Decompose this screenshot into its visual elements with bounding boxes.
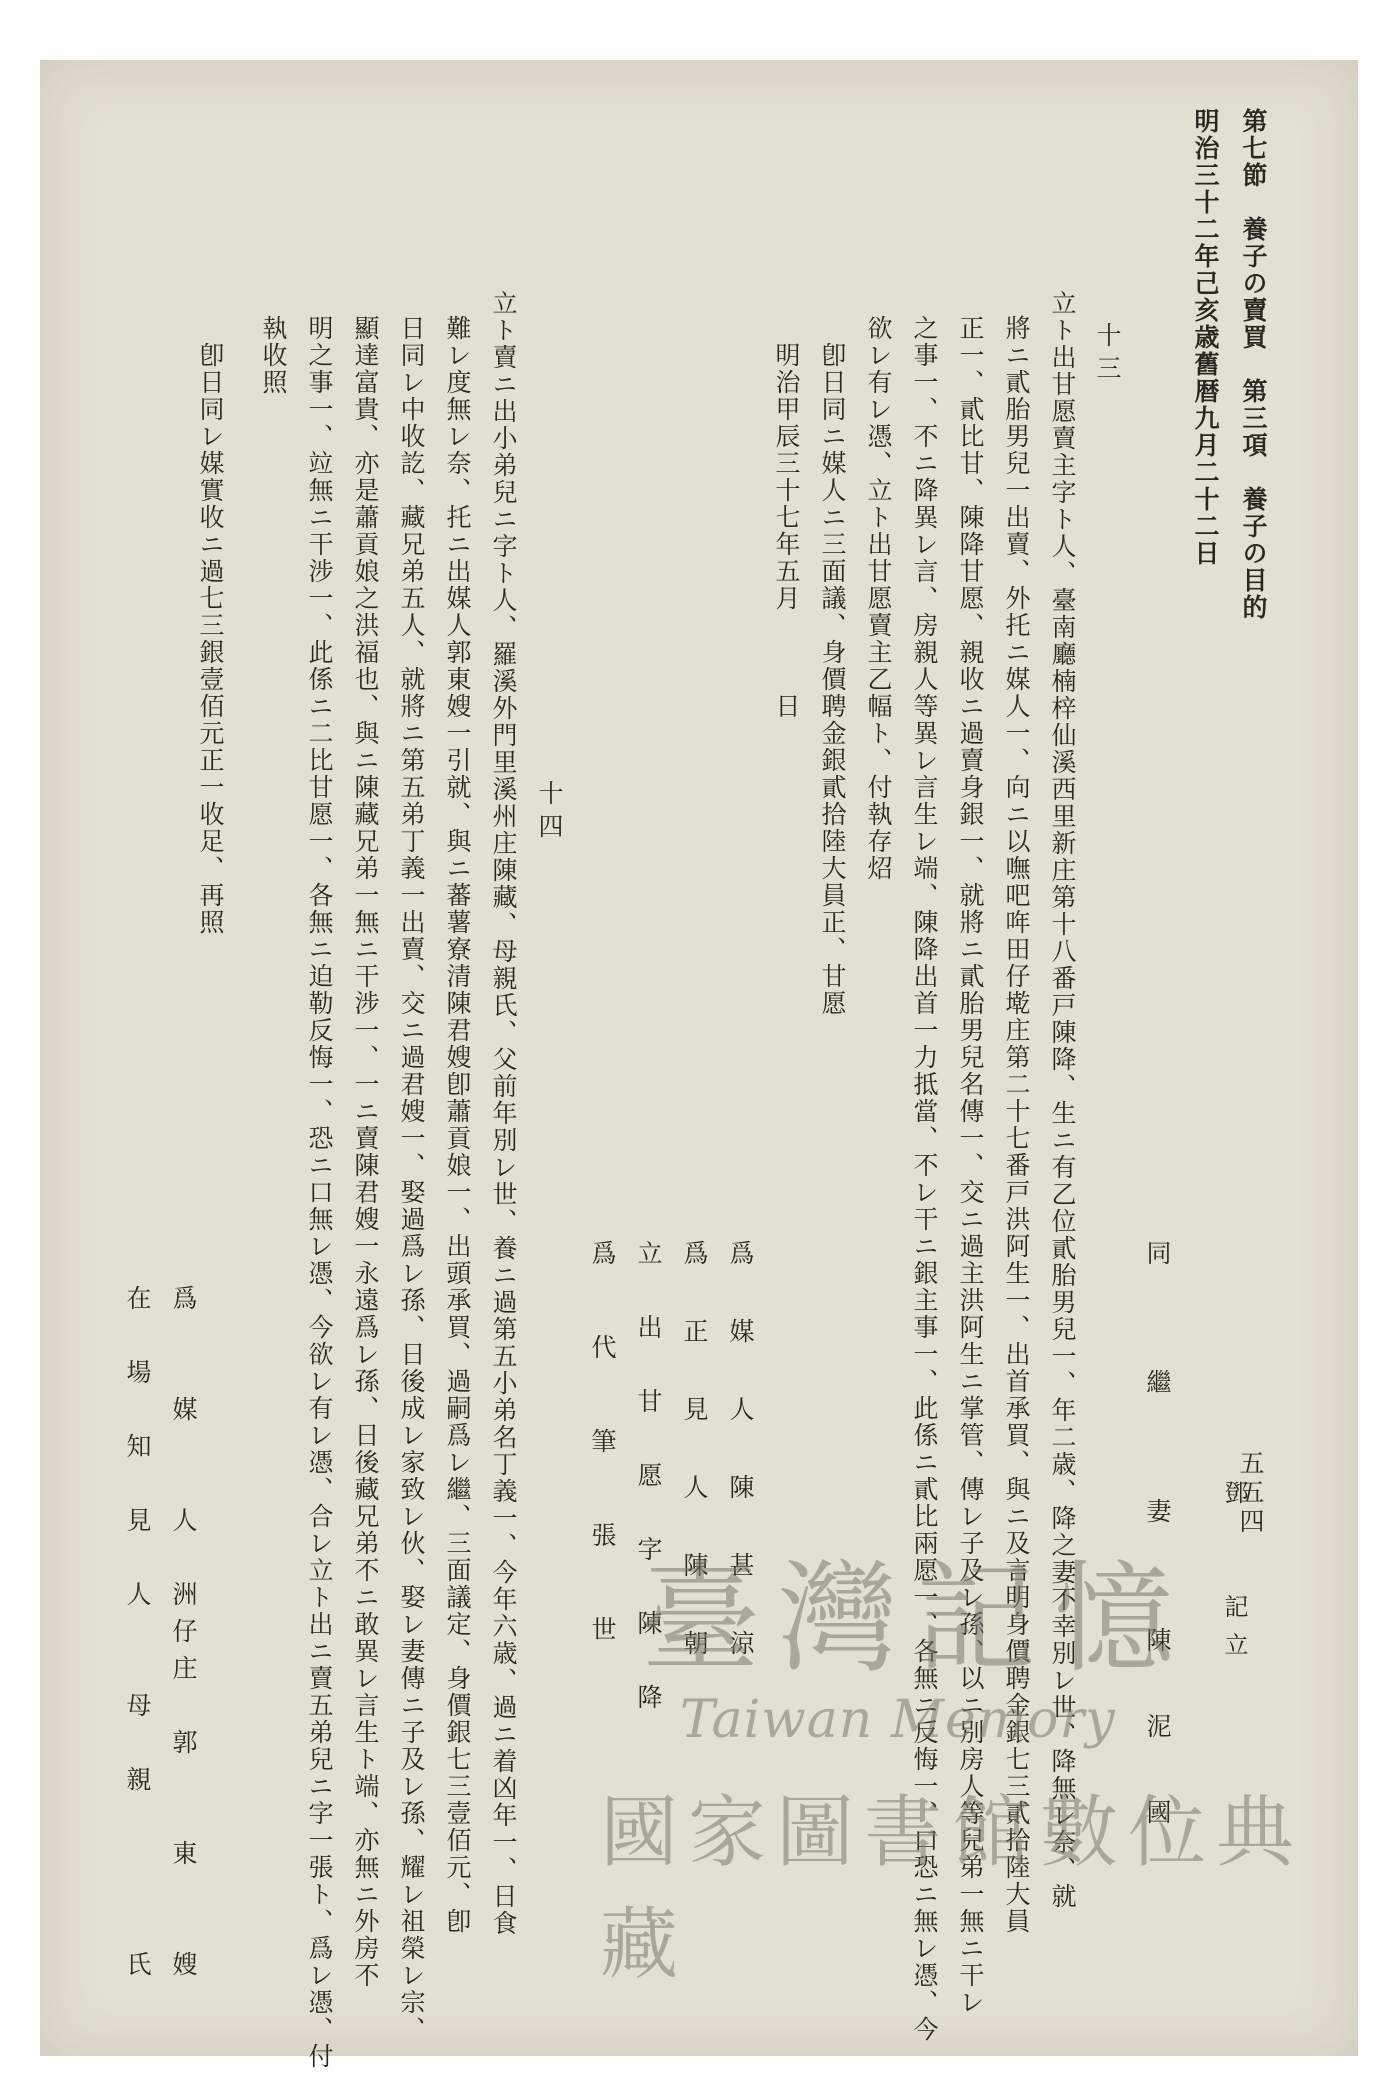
doc14-signer-2: 在 場 知 見 人 母 親 氏 [123,1285,152,1988]
doc14-line-7: 卽日同レ媒實收ニ過七三銀壹佰元正一收足、再照 [196,342,225,936]
watermark-library: 國家圖書館數位典藏 [600,1788,1305,1990]
doc14-line-5: 明之事一、竝無ニ干涉一、此係ニ二比甘愿一、各無ニ迫勒反悔一、恐ニ口無レ憑、今欲レ有レ憑、合レ立ト出ニ賣五弟兒ニ字一張ト、爲レ憑、付 [305,315,334,2070]
doc13-date: 明治甲辰三十七年五月 日 [772,342,801,720]
doc13-line-1: 立ト出甘愿賣主字ト人、臺南廳楠梓仙溪西里新庄第十八番戸陳降、生ニ有乙位貳胎男兒一、年二歳、降之妻不幸別レ世、降無レ奈、就 [1048,290,1077,1910]
doc14-line-1: 立ト賣ニ出小弟兒ニ字ト人、羅溪外門里溪州庄陳藏、母親氏、父前年別レ世、養ニ過第五小弟名丁義一、今年六歳、過ニ着凶年一、日食 [489,290,518,1937]
watermark-calligraphy: 臺灣記憶 [640,1550,1192,1689]
doc14-line-4: 顯達富貴、亦是蕭貢娘之洪福也、與ニ陳藏兄弟一無ニ干涉一、一ニ賣陳君嫂一永遠爲レ孫、日後藏兄弟不ニ敢異レ言生ト端、亦無ニ外房不 [351,315,380,1989]
doc14-signer-1: 爲 媒 人 洲仔庄 郭 東 嫂 [169,1285,198,1988]
doc13-signer-3: 立 出 甘 愿 字 陳 降 [634,1240,663,1721]
doc12-signer-1: 同 繼 妻 陳 泥 國 [1143,1240,1172,1842]
doc13-line-5: 欲レ有レ憑、立ト出甘愿賣主乙幅ト、付執存炤 [864,315,893,882]
doc12-date: 明治三十二年己亥歳舊暦九月二十二日 [1191,108,1220,567]
doc13-signer-4: 爲 代 筆 張 世 [588,1240,617,1663]
doc13-signer-1: 爲 媒 人 陳 甚 涼 [726,1240,755,1669]
doc12-signer-2: 鄧 記立 [1220,1480,1248,1670]
doc13-line-3: 正一、貳比甘、陳降甘愿、親收ニ過賣身銀一、就將ニ貳胎男兒名傳一、交ニ過主洪阿生ニ掌管、傳レ子及レ孫、以ニ別房人等兒弟一無ニ干レ [956,315,985,2016]
doc14-heading: 十四 [535,780,564,846]
doc13-signer-2: 爲 正 見 人 陳 朝 [680,1240,709,1669]
doc13-heading: 十三 [1093,322,1122,388]
watermark-english: Taiwan Memory [680,1690,1116,1750]
doc13-line-4: 之事一、不ニ降異レ言、房親人等異レ言生レ端、陳降出首一力抵當、不レ干ニ銀主事一、此係ニ貳比兩愿一、各無ニ反悔一、口恐ニ無レ憑、今 [910,315,939,2043]
doc14-line-3: 日同レ中收訖、藏兄弟五人、就將ニ第五弟丁義一出賣、交ニ過君嫂一、娶過爲レ孫、日後成レ家致レ伙、娶レ妻傳ニ子及レ孫、耀レ祖榮レ宗、 [397,315,426,2043]
doc13-line-6: 卽日同ニ媒人ニ三面議、身價聘金銀貳拾陸大員正、甘愿 [818,342,847,1017]
doc13-line-2: 將ニ貳胎男兒一出賣、外托ニ媒人一、向ニ以嘸吧哖田仔墘庄第二十七番戸洪阿生一、出首承買、與ニ及言明身價聘金銀七三貳拾陸大員 [1002,315,1031,1935]
doc14-line-6: 執收照 [259,315,288,396]
watermark [600,1550,1360,2000]
section-header: 第七節 養子の賣買 第三項 養子の目的 [1239,108,1268,621]
document-page [40,60,1358,2070]
doc14-line-2: 難レ度無レ奈、托ニ出媒人郭東嫂一引就、與ニ蕃薯寮清陳君嫂卽蕭貢娘一、出頭承買、過嗣爲レ繼、三面議定、身價銀七三壹佰元、卽 [443,315,472,1935]
page-number: 五五四 [1236,1450,1265,1537]
